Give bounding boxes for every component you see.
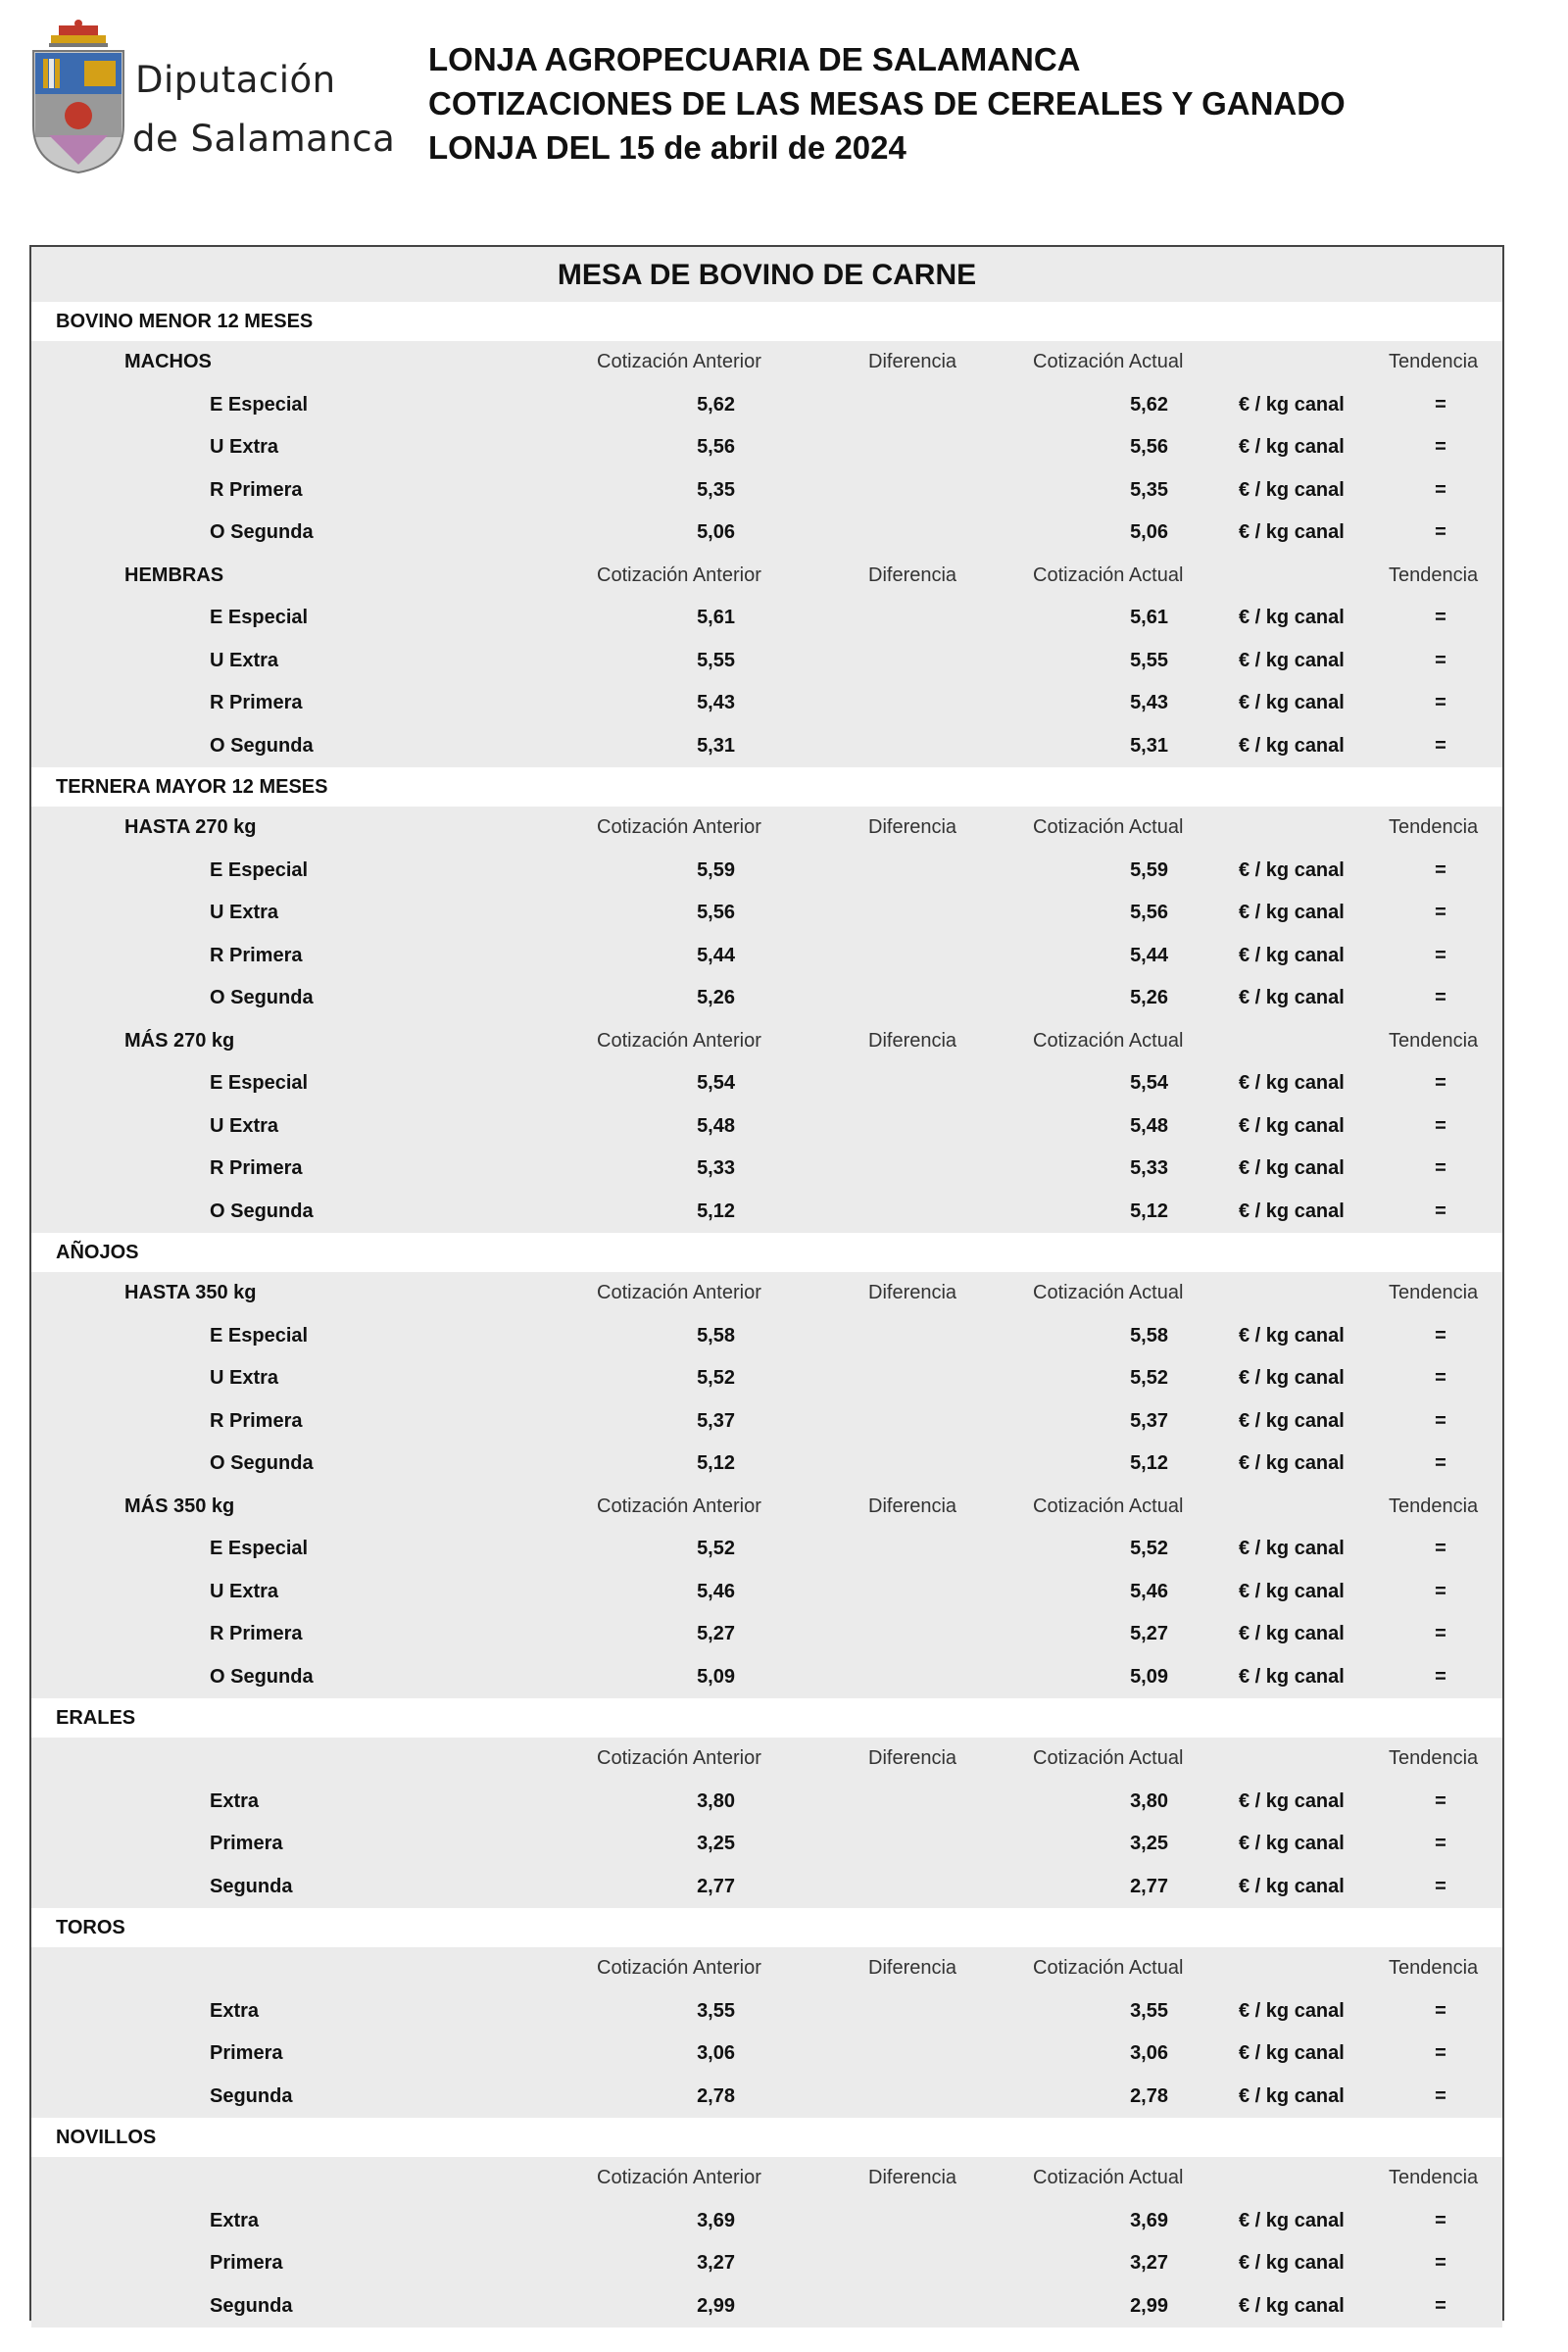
previous-price: 5,46 bbox=[697, 1580, 735, 1602]
category-label: R Primera bbox=[210, 1409, 303, 1432]
category-label: E Especial bbox=[210, 1538, 309, 1559]
trend-indicator: = bbox=[1435, 944, 1446, 966]
col-header-tendencia: Tendencia bbox=[1389, 2167, 1479, 2188]
previous-price: 5,43 bbox=[697, 692, 735, 713]
previous-price: 5,44 bbox=[697, 944, 735, 966]
col-header-actual: Cotización Actual bbox=[1033, 1747, 1184, 1769]
table-body bbox=[31, 302, 1502, 2328]
diputacion-logo bbox=[29, 18, 396, 184]
price-unit: € / kg canal bbox=[1239, 1114, 1345, 1137]
trend-indicator: = bbox=[1435, 1875, 1446, 1897]
org-name-line1: Diputación bbox=[135, 59, 336, 101]
previous-price: 2,77 bbox=[697, 1875, 735, 1897]
col-header-actual: Cotización Actual bbox=[1033, 1957, 1184, 1979]
title-line3: LONJA DEL 15 de abril de 2024 bbox=[428, 129, 906, 166]
category-label: E Especial bbox=[210, 607, 309, 628]
price-unit: € / kg canal bbox=[1239, 2294, 1345, 2317]
trend-indicator: = bbox=[1435, 1833, 1446, 1854]
col-header-actual: Cotización Actual bbox=[1033, 1029, 1184, 1052]
table-row bbox=[31, 1148, 1502, 1191]
current-price: 3,25 bbox=[1130, 1833, 1168, 1854]
previous-price: 3,25 bbox=[697, 1833, 735, 1854]
trend-indicator: = bbox=[1435, 902, 1446, 923]
subsection-header-row bbox=[31, 1738, 1502, 1781]
previous-price: 5,48 bbox=[697, 1114, 735, 1137]
table-row bbox=[31, 384, 1502, 427]
previous-price: 3,55 bbox=[697, 1999, 735, 2022]
category-label: U Extra bbox=[210, 649, 279, 671]
category-label: O Segunda bbox=[210, 1200, 314, 1222]
table-row bbox=[31, 1062, 1502, 1105]
trend-indicator: = bbox=[1435, 521, 1446, 543]
col-header-tendencia: Tendencia bbox=[1389, 351, 1479, 372]
previous-price: 3,27 bbox=[697, 2252, 735, 2274]
previous-price: 5,09 bbox=[697, 1665, 735, 1688]
price-unit: € / kg canal bbox=[1239, 987, 1345, 1008]
price-unit: € / kg canal bbox=[1239, 692, 1345, 713]
current-price: 2,99 bbox=[1130, 2294, 1168, 2317]
col-header-anterior: Cotización Anterior bbox=[597, 1494, 761, 1517]
col-header-diferencia: Diferencia bbox=[868, 1747, 957, 1769]
category-label: Extra bbox=[210, 1789, 260, 1812]
price-unit: € / kg canal bbox=[1239, 1367, 1345, 1389]
price-unit: € / kg canal bbox=[1239, 436, 1345, 458]
table-row bbox=[31, 935, 1502, 978]
trend-indicator: = bbox=[1435, 436, 1446, 458]
category-label: O Segunda bbox=[210, 521, 314, 543]
trend-indicator: = bbox=[1435, 1999, 1446, 2022]
current-price: 5,06 bbox=[1130, 521, 1168, 543]
col-header-anterior: Cotización Anterior bbox=[597, 351, 761, 372]
current-price: 5,27 bbox=[1130, 1623, 1168, 1644]
previous-price: 5,27 bbox=[697, 1623, 735, 1644]
trend-indicator: = bbox=[1435, 2209, 1446, 2231]
trend-indicator: = bbox=[1435, 393, 1446, 416]
price-unit: € / kg canal bbox=[1239, 1409, 1345, 1432]
current-price: 5,09 bbox=[1130, 1665, 1168, 1688]
previous-price: 5,54 bbox=[697, 1072, 735, 1094]
current-price: 5,52 bbox=[1130, 1367, 1168, 1389]
price-unit: € / kg canal bbox=[1239, 521, 1345, 543]
price-unit: € / kg canal bbox=[1239, 1999, 1345, 2022]
subsection-label: MÁS 350 kg bbox=[124, 1494, 235, 1517]
table-row bbox=[31, 1105, 1502, 1149]
table-row bbox=[31, 469, 1502, 513]
table-row bbox=[31, 977, 1502, 1020]
previous-price: 3,80 bbox=[697, 1789, 735, 1812]
trend-indicator: = bbox=[1435, 1538, 1446, 1559]
category-label: R Primera bbox=[210, 692, 303, 713]
price-unit: € / kg canal bbox=[1239, 1157, 1345, 1179]
current-price: 5,46 bbox=[1130, 1580, 1168, 1602]
current-price: 5,55 bbox=[1130, 649, 1168, 671]
subsection-header-row bbox=[31, 2157, 1502, 2200]
col-header-anterior: Cotización Anterior bbox=[597, 1747, 761, 1769]
table-row bbox=[31, 597, 1502, 640]
col-header-anterior: Cotización Anterior bbox=[597, 1029, 761, 1052]
table-row bbox=[31, 2242, 1502, 2285]
current-price: 5,59 bbox=[1130, 858, 1168, 881]
table-row bbox=[31, 2033, 1502, 2076]
previous-price: 3,06 bbox=[697, 2042, 735, 2064]
document-titles bbox=[428, 37, 1346, 170]
table-row bbox=[31, 725, 1502, 768]
category-label: Extra bbox=[210, 1999, 260, 2022]
previous-price: 5,12 bbox=[697, 1200, 735, 1222]
trend-indicator: = bbox=[1435, 1623, 1446, 1644]
table-row bbox=[31, 1315, 1502, 1358]
current-price: 3,55 bbox=[1130, 1999, 1168, 2022]
col-header-tendencia: Tendencia bbox=[1389, 1747, 1479, 1769]
previous-price: 5,37 bbox=[697, 1409, 735, 1432]
previous-price: 5,52 bbox=[697, 1367, 735, 1389]
col-header-tendencia: Tendencia bbox=[1389, 1957, 1479, 1979]
table-row bbox=[31, 1656, 1502, 1699]
price-unit: € / kg canal bbox=[1239, 1833, 1345, 1854]
trend-indicator: = bbox=[1435, 1665, 1446, 1688]
table-title: MESA DE BOVINO DE CARNE bbox=[31, 247, 1502, 302]
subsection-label: MACHOS bbox=[124, 351, 212, 372]
col-header-diferencia: Diferencia bbox=[868, 1029, 957, 1052]
price-unit: € / kg canal bbox=[1239, 393, 1345, 416]
col-header-tendencia: Tendencia bbox=[1389, 816, 1479, 838]
previous-price: 5,55 bbox=[697, 649, 735, 671]
col-header-actual: Cotización Actual bbox=[1033, 564, 1184, 586]
col-header-tendencia: Tendencia bbox=[1389, 1282, 1479, 1303]
col-header-tendencia: Tendencia bbox=[1389, 1029, 1479, 1052]
trend-indicator: = bbox=[1435, 1324, 1446, 1347]
title-line1: LONJA AGROPECUARIA DE SALAMANCA bbox=[428, 41, 1081, 77]
subsection-header-row bbox=[31, 1020, 1502, 1063]
subsection-label: HEMBRAS bbox=[124, 564, 224, 586]
category-label: U Extra bbox=[210, 1114, 279, 1137]
category-label: E Especial bbox=[210, 1072, 309, 1094]
table-row bbox=[31, 1781, 1502, 1824]
category-label: R Primera bbox=[210, 478, 303, 501]
current-price: 5,61 bbox=[1130, 607, 1168, 628]
previous-price: 2,99 bbox=[697, 2294, 735, 2317]
category-label: Segunda bbox=[210, 2084, 293, 2107]
subsection-header-row bbox=[31, 1486, 1502, 1529]
col-header-diferencia: Diferencia bbox=[868, 351, 957, 372]
price-unit: € / kg canal bbox=[1239, 1200, 1345, 1222]
subsection-header-row bbox=[31, 807, 1502, 850]
price-unit: € / kg canal bbox=[1239, 902, 1345, 923]
previous-price: 5,61 bbox=[697, 607, 735, 628]
previous-price: 5,35 bbox=[697, 478, 735, 501]
previous-price: 5,12 bbox=[697, 1452, 735, 1474]
trend-indicator: = bbox=[1435, 1409, 1446, 1432]
col-header-actual: Cotización Actual bbox=[1033, 2167, 1184, 2188]
trend-indicator: = bbox=[1435, 1157, 1446, 1179]
col-header-actual: Cotización Actual bbox=[1033, 1494, 1184, 1517]
category-label: R Primera bbox=[210, 1623, 303, 1644]
previous-price: 5,06 bbox=[697, 521, 735, 543]
current-price: 5,37 bbox=[1130, 1409, 1168, 1432]
table-row bbox=[31, 1866, 1502, 1909]
previous-price: 2,78 bbox=[697, 2084, 735, 2107]
col-header-tendencia: Tendencia bbox=[1389, 1494, 1479, 1517]
col-header-anterior: Cotización Anterior bbox=[597, 1957, 761, 1979]
price-unit: € / kg canal bbox=[1239, 1324, 1345, 1347]
col-header-diferencia: Diferencia bbox=[868, 1282, 957, 1303]
current-price: 3,69 bbox=[1130, 2209, 1168, 2231]
current-price: 5,56 bbox=[1130, 902, 1168, 923]
section-heading: AÑOJOS bbox=[31, 1233, 1502, 1272]
category-label: E Especial bbox=[210, 1324, 309, 1347]
trend-indicator: = bbox=[1435, 2042, 1446, 2064]
section-heading: BOVINO MENOR 12 MESES bbox=[31, 302, 1502, 341]
previous-price: 5,31 bbox=[697, 734, 735, 757]
category-label: O Segunda bbox=[210, 734, 314, 757]
price-unit: € / kg canal bbox=[1239, 944, 1345, 966]
price-unit: € / kg canal bbox=[1239, 1623, 1345, 1644]
price-table bbox=[29, 245, 1504, 2321]
current-price: 3,06 bbox=[1130, 2042, 1168, 2064]
current-price: 5,12 bbox=[1130, 1452, 1168, 1474]
col-header-diferencia: Diferencia bbox=[868, 2167, 957, 2188]
col-header-diferencia: Diferencia bbox=[868, 816, 957, 838]
trend-indicator: = bbox=[1435, 987, 1446, 1008]
price-unit: € / kg canal bbox=[1239, 1665, 1345, 1688]
col-header-actual: Cotización Actual bbox=[1033, 351, 1184, 372]
table-row bbox=[31, 850, 1502, 893]
table-row bbox=[31, 1613, 1502, 1656]
current-price: 5,58 bbox=[1130, 1324, 1168, 1347]
subsection-label: HASTA 270 kg bbox=[124, 816, 257, 838]
previous-price: 3,69 bbox=[697, 2209, 735, 2231]
category-label: Extra bbox=[210, 2209, 260, 2231]
trend-indicator: = bbox=[1435, 607, 1446, 628]
category-label: E Especial bbox=[210, 858, 309, 881]
subsection-label: MÁS 270 kg bbox=[124, 1029, 235, 1052]
current-price: 5,56 bbox=[1130, 436, 1168, 458]
category-label: R Primera bbox=[210, 1157, 303, 1179]
current-price: 5,33 bbox=[1130, 1157, 1168, 1179]
trend-indicator: = bbox=[1435, 1200, 1446, 1222]
trend-indicator: = bbox=[1435, 858, 1446, 881]
col-header-tendencia: Tendencia bbox=[1389, 564, 1479, 586]
price-unit: € / kg canal bbox=[1239, 858, 1345, 881]
previous-price: 5,33 bbox=[697, 1157, 735, 1179]
col-header-diferencia: Diferencia bbox=[868, 1494, 957, 1517]
trend-indicator: = bbox=[1435, 734, 1446, 757]
current-price: 2,78 bbox=[1130, 2084, 1168, 2107]
table-row bbox=[31, 1191, 1502, 1234]
price-unit: € / kg canal bbox=[1239, 478, 1345, 501]
price-unit: € / kg canal bbox=[1239, 2084, 1345, 2107]
trend-indicator: = bbox=[1435, 1789, 1446, 1812]
subsection-header-row bbox=[31, 555, 1502, 598]
table-row bbox=[31, 1400, 1502, 1444]
trend-indicator: = bbox=[1435, 649, 1446, 671]
col-header-anterior: Cotización Anterior bbox=[597, 816, 761, 838]
price-unit: € / kg canal bbox=[1239, 734, 1345, 757]
category-label: Primera bbox=[210, 2252, 283, 2274]
previous-price: 5,62 bbox=[697, 393, 735, 416]
price-unit: € / kg canal bbox=[1239, 1789, 1345, 1812]
current-price: 2,77 bbox=[1130, 1875, 1168, 1897]
category-label: O Segunda bbox=[210, 987, 314, 1008]
page-header bbox=[0, 0, 1568, 235]
table-row bbox=[31, 892, 1502, 935]
trend-indicator: = bbox=[1435, 1367, 1446, 1389]
current-price: 3,27 bbox=[1130, 2252, 1168, 2274]
trend-indicator: = bbox=[1435, 2294, 1446, 2317]
previous-price: 5,26 bbox=[697, 987, 735, 1008]
price-unit: € / kg canal bbox=[1239, 607, 1345, 628]
category-label: E Especial bbox=[210, 393, 309, 416]
table-row bbox=[31, 426, 1502, 469]
current-price: 3,80 bbox=[1130, 1789, 1168, 1812]
trend-indicator: = bbox=[1435, 1580, 1446, 1602]
table-row bbox=[31, 640, 1502, 683]
current-price: 5,52 bbox=[1130, 1538, 1168, 1559]
table-row bbox=[31, 2285, 1502, 2328]
category-label: O Segunda bbox=[210, 1452, 314, 1474]
subsection-header-row bbox=[31, 1272, 1502, 1315]
col-header-anterior: Cotización Anterior bbox=[597, 1282, 761, 1303]
category-label: Segunda bbox=[210, 2294, 293, 2317]
current-price: 5,26 bbox=[1130, 987, 1168, 1008]
price-unit: € / kg canal bbox=[1239, 649, 1345, 671]
previous-price: 5,52 bbox=[697, 1538, 735, 1559]
table-row bbox=[31, 2200, 1502, 2243]
section-heading: ERALES bbox=[31, 1698, 1502, 1738]
org-name-line2: de Salamanca bbox=[132, 118, 396, 160]
current-price: 5,31 bbox=[1130, 734, 1168, 757]
current-price: 5,43 bbox=[1130, 692, 1168, 713]
table-row bbox=[31, 1823, 1502, 1866]
previous-price: 5,58 bbox=[697, 1324, 735, 1347]
current-price: 5,35 bbox=[1130, 478, 1168, 501]
col-header-anterior: Cotización Anterior bbox=[597, 2167, 761, 2188]
col-header-diferencia: Diferencia bbox=[868, 1957, 957, 1979]
current-price: 5,44 bbox=[1130, 944, 1168, 966]
price-unit: € / kg canal bbox=[1239, 2042, 1345, 2064]
price-unit: € / kg canal bbox=[1239, 1072, 1345, 1094]
coat-of-arms-icon bbox=[29, 18, 127, 179]
category-label: U Extra bbox=[210, 436, 279, 458]
table-row bbox=[31, 1571, 1502, 1614]
col-header-actual: Cotización Actual bbox=[1033, 1282, 1184, 1303]
current-price: 5,54 bbox=[1130, 1072, 1168, 1094]
previous-price: 5,59 bbox=[697, 858, 735, 881]
category-label: Primera bbox=[210, 2042, 283, 2064]
price-unit: € / kg canal bbox=[1239, 1452, 1345, 1474]
category-label: Primera bbox=[210, 1833, 283, 1854]
table-row bbox=[31, 2076, 1502, 2119]
section-heading: TERNERA MAYOR 12 MESES bbox=[31, 767, 1502, 807]
price-unit: € / kg canal bbox=[1239, 1580, 1345, 1602]
price-unit: € / kg canal bbox=[1239, 2209, 1345, 2231]
subsection-label: HASTA 350 kg bbox=[124, 1282, 257, 1303]
table-row bbox=[31, 1990, 1502, 2034]
price-unit: € / kg canal bbox=[1239, 2252, 1345, 2274]
previous-price: 5,56 bbox=[697, 902, 735, 923]
category-label: U Extra bbox=[210, 902, 279, 923]
current-price: 5,62 bbox=[1130, 393, 1168, 416]
col-header-diferencia: Diferencia bbox=[868, 564, 957, 586]
title-line2: COTIZACIONES DE LAS MESAS DE CEREALES Y GANADO bbox=[428, 85, 1346, 122]
section-heading: TOROS bbox=[31, 1908, 1502, 1947]
subsection-header-row bbox=[31, 1947, 1502, 1990]
trend-indicator: = bbox=[1435, 1114, 1446, 1137]
col-header-anterior: Cotización Anterior bbox=[597, 564, 761, 586]
trend-indicator: = bbox=[1435, 692, 1446, 713]
table-row bbox=[31, 682, 1502, 725]
current-price: 5,12 bbox=[1130, 1200, 1168, 1222]
previous-price: 5,56 bbox=[697, 436, 735, 458]
trend-indicator: = bbox=[1435, 2252, 1446, 2274]
category-label: R Primera bbox=[210, 944, 303, 966]
col-header-actual: Cotización Actual bbox=[1033, 816, 1184, 838]
category-label: U Extra bbox=[210, 1580, 279, 1602]
trend-indicator: = bbox=[1435, 1072, 1446, 1094]
category-label: U Extra bbox=[210, 1367, 279, 1389]
table-row bbox=[31, 512, 1502, 555]
trend-indicator: = bbox=[1435, 2084, 1446, 2107]
trend-indicator: = bbox=[1435, 478, 1446, 501]
category-label: O Segunda bbox=[210, 1665, 314, 1688]
current-price: 5,48 bbox=[1130, 1114, 1168, 1137]
price-unit: € / kg canal bbox=[1239, 1538, 1345, 1559]
subsection-header-row bbox=[31, 341, 1502, 384]
table-row bbox=[31, 1443, 1502, 1486]
category-label: Segunda bbox=[210, 1875, 293, 1897]
section-heading: NOVILLOS bbox=[31, 2118, 1502, 2157]
table-row bbox=[31, 1357, 1502, 1400]
table-row bbox=[31, 1528, 1502, 1571]
trend-indicator: = bbox=[1435, 1452, 1446, 1474]
price-unit: € / kg canal bbox=[1239, 1875, 1345, 1897]
